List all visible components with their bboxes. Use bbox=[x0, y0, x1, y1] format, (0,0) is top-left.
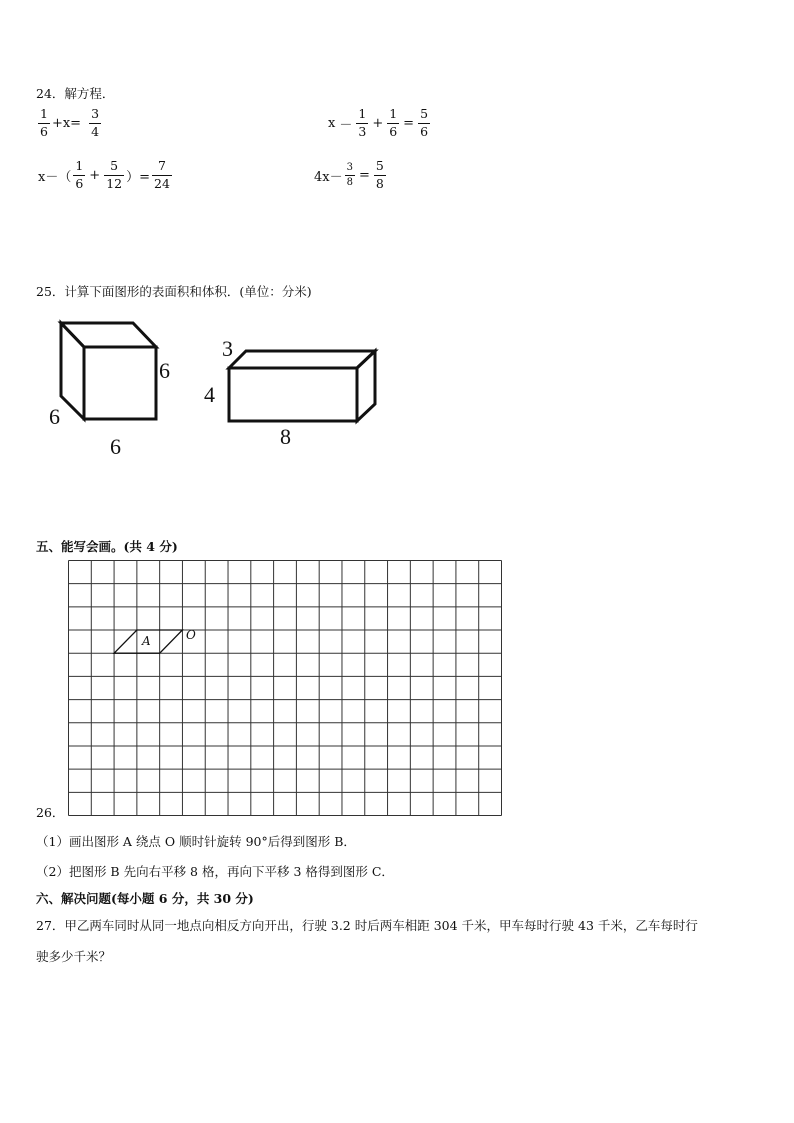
fraction: $\frac{7}{24}$ bbox=[154, 158, 170, 191]
equation-text: ）= bbox=[126, 169, 151, 185]
cuboid-right-face bbox=[357, 351, 375, 421]
cuboid-length-label: 8 bbox=[280, 424, 291, 449]
cuboid-depth-label: 3 bbox=[222, 336, 233, 361]
section-5-title: 五、能写会画。(共 4 分) bbox=[36, 539, 178, 554]
point-o-label: O bbox=[186, 628, 196, 642]
cube-depth-label: 6 bbox=[49, 404, 60, 429]
fraction: $\frac{1}{3}$ bbox=[358, 106, 367, 139]
grid-lines bbox=[69, 561, 502, 816]
q26-sub2: （2）把图形 B 先向右平移 8 格，再向下平移 3 格得到图形 C． bbox=[36, 864, 394, 879]
equation-text: +x= bbox=[51, 115, 82, 131]
fraction: $\frac{3}{4}$ bbox=[91, 106, 100, 139]
operator: + bbox=[372, 115, 384, 131]
fraction: $\frac{3}{8}$ bbox=[346, 161, 353, 188]
cuboid-figure bbox=[229, 351, 375, 421]
cube-height-label: 6 bbox=[159, 358, 170, 383]
equation-text: x bbox=[328, 115, 336, 131]
equation-text: x－（ bbox=[38, 169, 72, 185]
q25-title: 25．计算下面图形的表面积和体积．(单位：分米) bbox=[36, 284, 312, 299]
cube-front-face bbox=[84, 347, 156, 419]
fraction: $\frac{5}{12}$ bbox=[106, 158, 123, 191]
drawing-grid[interactable] bbox=[68, 560, 502, 816]
q24-title: 24．解方程． bbox=[36, 86, 115, 101]
q26-sub1: （1）画出图形 A 绕点 O 顺时针旋转 90°后得到图形 B． bbox=[36, 834, 356, 849]
cuboid-front-face bbox=[229, 368, 357, 421]
cube-figure bbox=[61, 323, 156, 419]
fraction: $\frac{1}{6}$ bbox=[40, 106, 48, 139]
fraction: $\frac{1}{6}$ bbox=[389, 106, 398, 139]
cuboid-height-label: 4 bbox=[204, 382, 215, 407]
shape-a-label: A bbox=[142, 634, 151, 648]
operator: = bbox=[358, 167, 370, 183]
fraction: $\frac{5}{8}$ bbox=[375, 158, 384, 191]
cube-top-face bbox=[61, 323, 156, 347]
operator: + bbox=[89, 167, 101, 183]
operator: = bbox=[403, 115, 415, 131]
cuboid-top-face bbox=[229, 351, 375, 368]
q27-text-line2: 驶多少千米？ bbox=[36, 949, 112, 964]
equation-text: 4x－ bbox=[314, 169, 343, 185]
fraction: $\frac{1}{6}$ bbox=[75, 158, 84, 191]
q26-number: 26． bbox=[36, 805, 65, 820]
cube-left-face bbox=[61, 323, 84, 419]
fraction: $\frac{5}{6}$ bbox=[420, 106, 429, 139]
operator: － bbox=[339, 117, 353, 133]
cube-width-label: 6 bbox=[110, 434, 121, 459]
section-6-title: 六、解决问题(每小题 6 分，共 30 分) bbox=[36, 891, 254, 906]
q27-text-line1: 27．甲乙两车同时从同一地点向相反方向开出，行驶 3.2 时后两车相距 304 千米，甲车每时行驶 43 千米，乙车每时行 bbox=[36, 918, 698, 933]
